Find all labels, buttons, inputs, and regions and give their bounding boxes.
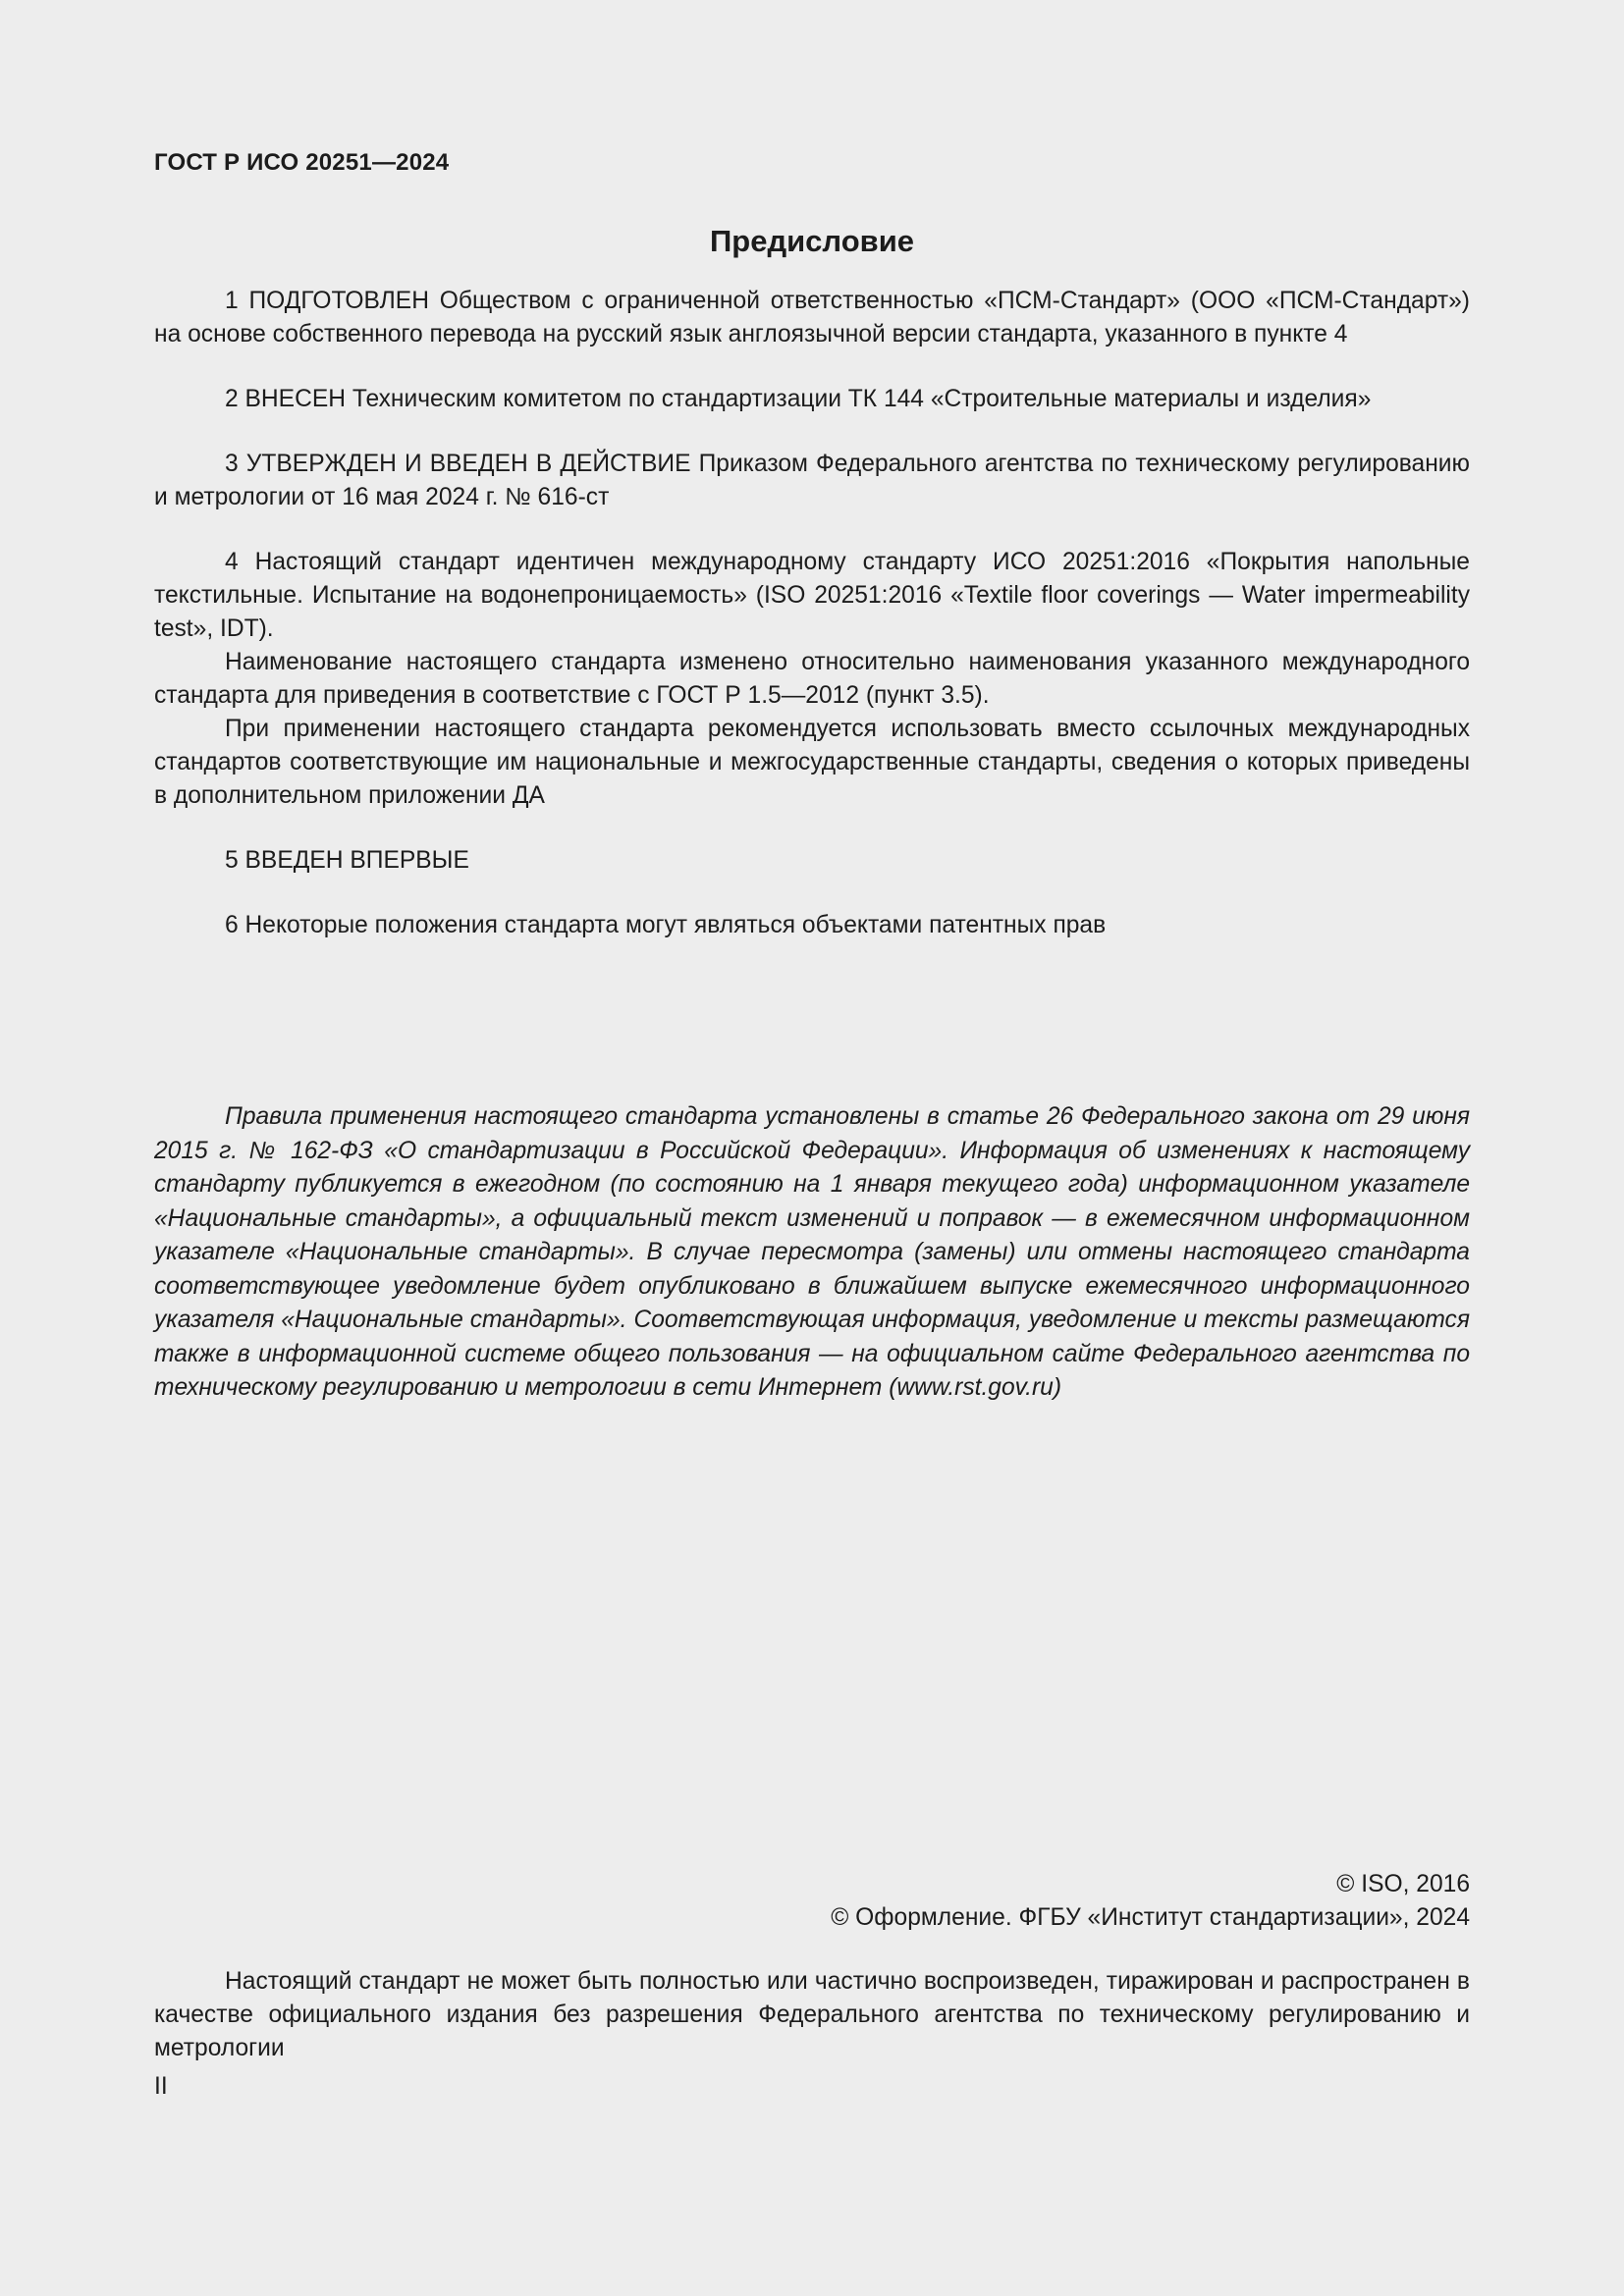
- application-rules-notice: Правила применения настоящего стандарта установлены в статье 26 Федерального закона от 29 июня 2015 г. № 162-ФЗ «О стандартизации в Российской Федерации». Информация об изменениях к настоящему стандарту публикуется в ежегодном (по состоянию на 1 января текущего года) информационном указателе «Национальные стандарты», а официальный текст изменений и поправок — в ежемесячном информационном указателе «Национальные стандарты». В случае пересмотра (замены) или отмены настоящего стандарта соответствующее уведомление будет опубликовано в ближайшем выпуске ежемесячного информационного указателя «Национальные стандарты». Соответствующая информация, уведомление и тексты размещаются также в информационной системе общего пользования — на официальном сайте Федерального агентства по техническому регулированию и метрологии в сети Интернет (www.rst.gov.ru): [154, 1103, 1470, 1401]
- paragraph-4-name-change: Наименование настоящего стандарта изменено относительно наименования указанного международного стандарта для приведения в соответствие с ГОСТ Р 1.5—2012 (пункт 3.5).: [154, 649, 1470, 709]
- reproduction-notice: Настоящий стандарт не может быть полностью или частично воспроизведен, тиражирован и распространен в качестве официального издания без разрешения Федерального агентства по техническому регулированию и метрологии: [154, 1968, 1470, 2061]
- document-id: ГОСТ Р ИСО 20251—2024: [154, 149, 450, 176]
- paragraph-2-introduced: 2 ВНЕСЕН Техническим комитетом по стандартизации ТК 144 «Строительные материалы и изделия»: [225, 386, 1372, 412]
- paragraph-3-approved: 3 УТВЕРЖДЕН И ВВЕДЕН В ДЕЙСТВИЕ Приказом Федерального агентства по техническому регулированию и метрологии от 16 мая 2024 г. № 616-ст: [154, 451, 1470, 510]
- paragraph-6-patent-rights: 6 Некоторые положения стандарта могут являться объектами патентных прав: [225, 912, 1107, 938]
- foreword-content: [154, 285, 1470, 942]
- paragraph-4-identical: 4 Настоящий стандарт идентичен международному стандарту ИСО 20251:2016 «Покрытия напольные текстильные. Испытание на водонепроницаемость» (ISO 20251:2016 «Textile floor coverings — Water impermeability test», IDT).: [154, 549, 1470, 642]
- page-number: II: [154, 2073, 168, 2100]
- copyright-design: © Оформление. ФГБУ «Институт стандартизации», 2024: [831, 1904, 1470, 1931]
- copyright-iso: © ISO, 2016: [1336, 1871, 1470, 1897]
- copyright-block: [831, 1868, 1470, 1935]
- paragraph-4-references: При применении настоящего стандарта рекомендуется использовать вместо ссылочных международных стандартов соответствующие им национальные и межгосударственные стандарты, сведения о которых приведены в дополнительном приложении ДА: [154, 716, 1470, 809]
- paragraph-1-prepared: 1 ПОДГОТОВЛЕН Обществом с ограниченной ответственностью «ПСМ-Стандарт» (ООО «ПСМ-Стандарт») на основе собственного перевода на русский язык англоязычной версии стандарта, указанного в пункте 4: [154, 288, 1470, 347]
- paragraph-5-first-introduced: 5 ВВЕДЕН ВПЕРВЫЕ: [225, 847, 469, 874]
- page-title: Предисловие: [709, 224, 914, 258]
